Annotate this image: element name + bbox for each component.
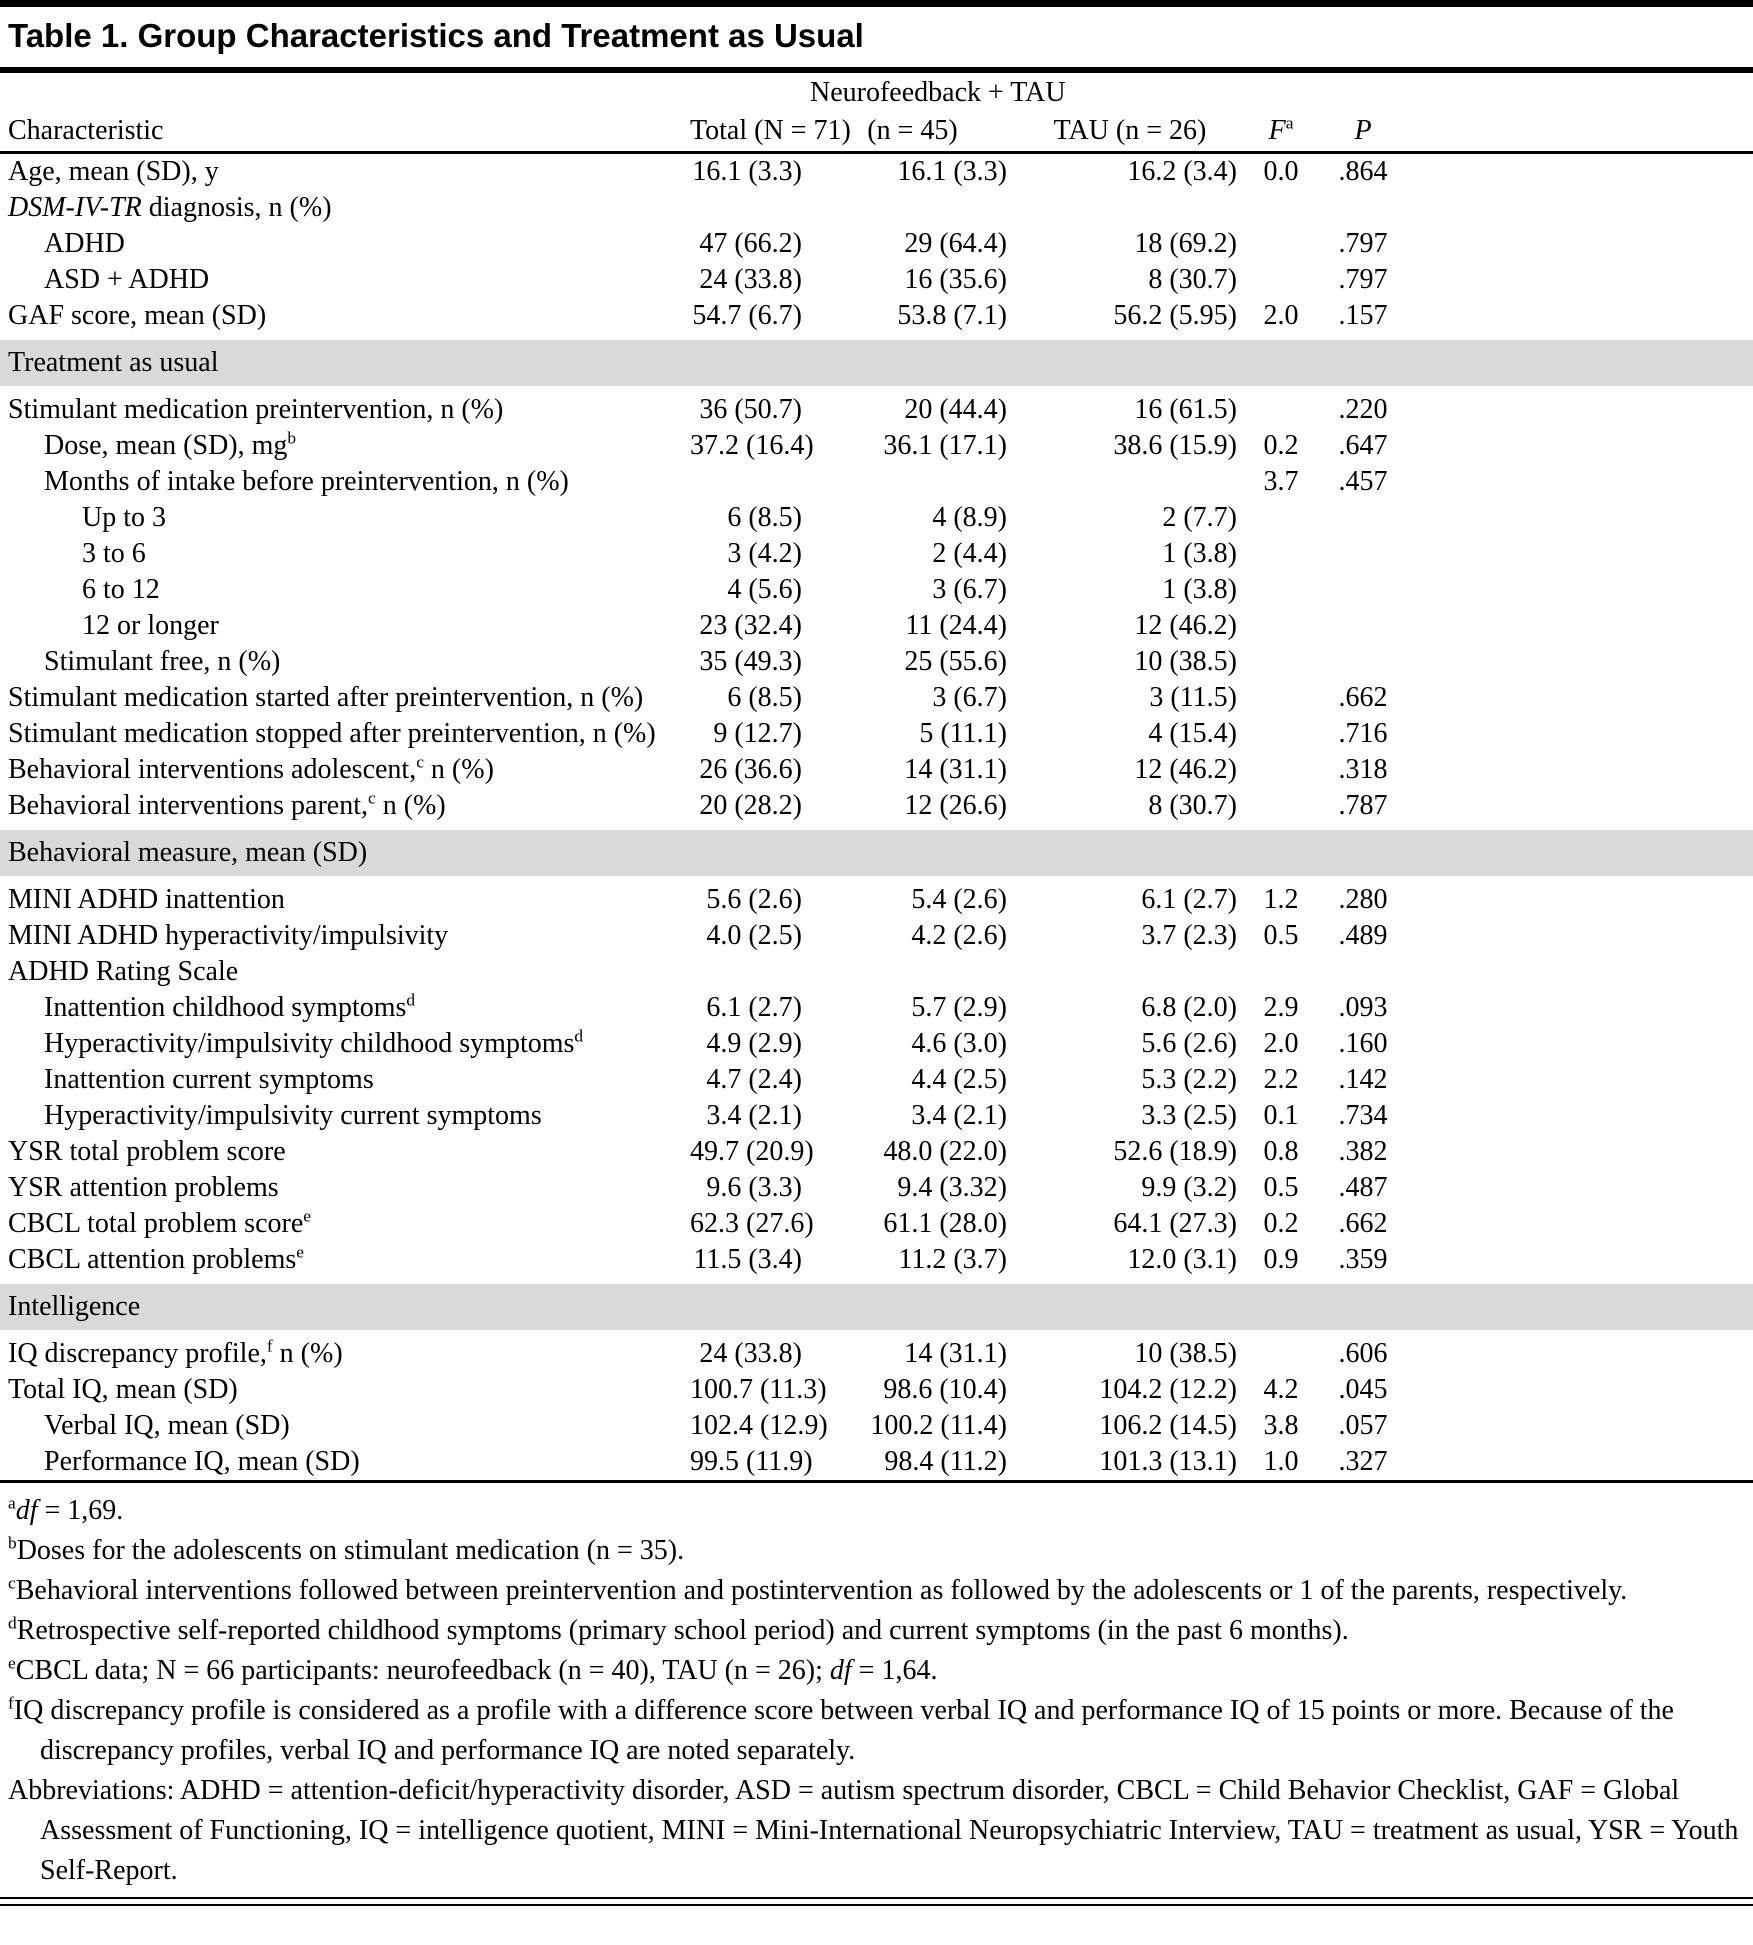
table-row [0, 1408, 1753, 1444]
cell-p: .864 [1338, 156, 1388, 187]
cell-f: 1.0 [1263, 1446, 1299, 1477]
cell-p: .280 [1338, 884, 1388, 915]
table-row [0, 1026, 1753, 1062]
cell-neurofeedback-tau: 4.2 (2.6) [911, 920, 1007, 951]
cell-neurofeedback-tau: 4.4 (2.5) [911, 1064, 1007, 1095]
cell-total: 100.7 (11.3) [690, 1374, 827, 1405]
cell-total: 6.1 (2.7) [706, 992, 802, 1023]
row-label: ASD + ADHD [44, 264, 210, 295]
cell-p: .457 [1338, 466, 1388, 497]
cell-neurofeedback-tau: 9.4 (3.32) [897, 1172, 1007, 1203]
cell-total: 6 (8.5) [727, 682, 802, 713]
table-row [0, 954, 1753, 990]
row-label: Hyperactivity/impulsivity current symptoms [44, 1100, 542, 1131]
cell-f: 0.1 [1263, 1100, 1299, 1131]
col-header-neurofeedback-n: (n = 45) [867, 115, 958, 146]
row-label: ADHD [44, 228, 125, 259]
cell-p: .734 [1338, 1100, 1388, 1131]
table-row [0, 990, 1753, 1026]
cell-total: 26 (36.6) [699, 754, 802, 785]
cell-tau: 3.3 (2.5) [1141, 1100, 1237, 1131]
cell-total: 37.2 (16.4) [690, 430, 814, 461]
table-row [0, 298, 1753, 334]
cell-f: 3.7 [1263, 466, 1299, 497]
cell-tau: 6.8 (2.0) [1141, 992, 1237, 1023]
row-label: IQ discrepancy profile,$^f$ n (%) [8, 1336, 343, 1369]
cell-f: 0.5 [1263, 920, 1299, 951]
cell-total: 4.0 (2.5) [706, 920, 802, 951]
cell-neurofeedback-tau: 61.1 (28.0) [883, 1208, 1007, 1239]
cell-neurofeedback-tau: 53.8 (7.1) [897, 300, 1007, 331]
row-label: CBCL attention problems$^e$ [8, 1242, 304, 1275]
cell-neurofeedback-tau: 20 (44.4) [904, 394, 1007, 425]
cell-tau: 10 (38.5) [1134, 1338, 1237, 1369]
footnote: Abbreviations: ADHD = attention-deficit/hyperactivity disorder, ASD = autism spectrum disorder, CBCL = Child Behavior Checklist, GAF = Global Assessment of Functioning, IQ = intelligence quotient, MINI = Mini-International Neuropsychiatric Interview, TAU = treatment as usual, YSR = Youth Self-Report. [8, 1775, 1739, 1886]
row-label: Hyperactivity/impulsivity childhood symptoms$^d$ [44, 1026, 584, 1059]
cell-tau: 5.6 (2.6) [1141, 1028, 1237, 1059]
footnote: $^b$Doses for the adolescents on stimulant medication (n = 35). [8, 1533, 685, 1566]
cell-tau: 8 (30.7) [1148, 790, 1237, 821]
cell-p: .093 [1338, 992, 1388, 1023]
cell-neurofeedback-tau: 2 (4.4) [932, 538, 1007, 569]
cell-f: 2.9 [1263, 992, 1299, 1023]
cell-tau: 12 (46.2) [1134, 754, 1237, 785]
cell-p: .797 [1338, 228, 1388, 259]
cell-tau: 12 (46.2) [1134, 610, 1237, 641]
cell-tau: 2 (7.7) [1162, 502, 1237, 533]
cell-neurofeedback-tau: 4.6 (3.0) [911, 1028, 1007, 1059]
cell-neurofeedback-tau: 98.4 (11.2) [884, 1446, 1007, 1477]
table-row [0, 680, 1753, 716]
table-row [0, 226, 1753, 262]
cell-total: 4.9 (2.9) [706, 1028, 802, 1059]
table-row [0, 608, 1753, 644]
cell-tau: 104.2 (12.2) [1099, 1374, 1237, 1405]
cell-total: 62.3 (27.6) [690, 1208, 814, 1239]
cell-neurofeedback-tau: 100.2 (11.4) [870, 1410, 1007, 1441]
cell-f: 1.2 [1263, 884, 1299, 915]
cell-p: .606 [1338, 1338, 1388, 1369]
cell-p: .662 [1338, 682, 1388, 713]
cell-neurofeedback-tau: 48.0 (22.0) [883, 1136, 1007, 1167]
table-row [0, 392, 1753, 428]
cell-total: 24 (33.8) [699, 264, 802, 295]
section-header: Intelligence [0, 1284, 1753, 1330]
table-row [0, 752, 1753, 788]
cell-total: 9.6 (3.3) [706, 1172, 802, 1203]
cell-p: .716 [1338, 718, 1388, 749]
row-label: Stimulant medication preintervention, n (%) [8, 394, 504, 425]
cell-f: 2.0 [1263, 300, 1299, 331]
cell-p: .487 [1338, 1172, 1388, 1203]
top-rule [0, 0, 1753, 7]
row-label: Dose, mean (SD), $mg^b$ [44, 428, 297, 461]
row-label: Behavioral interventions parent,$^c$ n (%) [8, 788, 446, 821]
section-header: Treatment as usual [0, 340, 1753, 386]
cell-total: 11.5 (3.4) [693, 1244, 802, 1275]
section-header: Behavioral measure, mean (SD) [0, 830, 1753, 876]
cell-neurofeedback-tau: 3 (6.7) [932, 682, 1007, 713]
row-label: 3 to 6 [82, 538, 146, 569]
table-row [0, 1206, 1753, 1242]
cell-p: .327 [1338, 1446, 1388, 1477]
cell-tau: 3.7 (2.3) [1141, 920, 1237, 951]
cell-p: .647 [1338, 430, 1388, 461]
cell-neurofeedback-tau: 3.4 (2.1) [911, 1100, 1007, 1131]
cell-neurofeedback-tau: 16 (35.6) [904, 264, 1007, 295]
table-row [0, 1336, 1753, 1372]
cell-p: .157 [1338, 300, 1388, 331]
col-header-p: P [1354, 115, 1372, 146]
cell-total: 47 (66.2) [699, 228, 802, 259]
cell-total: 49.7 (20.9) [690, 1136, 814, 1167]
footnote: $^e$CBCL data; N = 66 participants: neurofeedback (n = 40), TAU (n = 26); df = 1,64. [8, 1653, 938, 1686]
cell-tau: 3 (11.5) [1149, 682, 1237, 713]
col-header-tau: TAU (n = 26) [1053, 115, 1207, 146]
col-header-f: $F^a$ [1268, 113, 1294, 146]
cell-tau: 38.6 (15.9) [1113, 430, 1237, 461]
cell-total: 4 (5.6) [727, 574, 802, 605]
col-header-characteristic: Characteristic [8, 115, 164, 146]
cell-tau: 5.3 (2.2) [1141, 1064, 1237, 1095]
cell-total: 20 (28.2) [699, 790, 802, 821]
cell-p: .057 [1338, 1410, 1388, 1441]
cell-f: 0.2 [1263, 430, 1299, 461]
cell-total: 102.4 (12.9) [690, 1410, 828, 1441]
cell-neurofeedback-tau: 14 (31.1) [904, 1338, 1007, 1369]
row-label: ADHD Rating Scale [8, 956, 239, 987]
cell-total: 16.1 (3.3) [692, 156, 802, 187]
cell-total: 6 (8.5) [727, 502, 802, 533]
cell-tau: 16.2 (3.4) [1127, 156, 1237, 187]
table-header [0, 73, 1753, 151]
cell-total: 99.5 (11.9) [690, 1446, 813, 1477]
cell-tau: 56.2 (5.95) [1113, 300, 1237, 331]
cell-f: 4.2 [1263, 1374, 1299, 1405]
table-row [0, 536, 1753, 572]
cell-total: 35 (49.3) [699, 646, 802, 677]
row-label: Stimulant free, n (%) [44, 646, 281, 677]
cell-neurofeedback-tau: 29 (64.4) [904, 228, 1007, 259]
row-label: Inattention childhood symptoms$^d$ [44, 990, 416, 1023]
cell-tau: 1 (3.8) [1162, 574, 1237, 605]
row-label: Stimulant medication started after preintervention, n (%) [8, 682, 644, 713]
cell-neurofeedback-tau: 5.4 (2.6) [911, 884, 1007, 915]
cell-p: .382 [1338, 1136, 1388, 1167]
table-row [0, 1242, 1753, 1278]
row-label: Total IQ, mean (SD) [8, 1374, 238, 1405]
cell-p: .489 [1338, 920, 1388, 951]
cell-p: .318 [1338, 754, 1388, 785]
row-label: DSM-IV-TR diagnosis, n (%) [8, 192, 332, 223]
table-row [0, 882, 1753, 918]
cell-neurofeedback-tau: 25 (55.6) [904, 646, 1007, 677]
cell-tau: 64.1 (27.3) [1113, 1208, 1237, 1239]
cell-total: 54.7 (6.7) [692, 300, 802, 331]
col-header-total: Total (N = 71) [690, 115, 851, 146]
cell-tau: 16 (61.5) [1134, 394, 1237, 425]
table-body [0, 154, 1753, 1480]
cell-tau: 52.6 (18.9) [1113, 1136, 1237, 1167]
cell-p: .797 [1338, 264, 1388, 295]
cell-tau: 10 (38.5) [1134, 646, 1237, 677]
cell-tau: 106.2 (14.5) [1099, 1410, 1237, 1441]
cell-p: .662 [1338, 1208, 1388, 1239]
row-label: YSR total problem score [8, 1136, 286, 1167]
spanner-neurofeedback-tau: Neurofeedback + TAU [810, 77, 1066, 108]
cell-neurofeedback-tau: 12 (26.6) [904, 790, 1007, 821]
bottom-rule [0, 1897, 1753, 1906]
footnote: $^f$IQ discrepancy profile is considered as a profile with a difference score between verbal IQ and performance IQ of 15 points or more. Because of the discrepancy profiles, verbal IQ and performance IQ are noted separately. [8, 1693, 1674, 1766]
row-label: MINI ADHD hyperactivity/impulsivity [8, 920, 449, 951]
footnote: $^d$Retrospective self-reported childhood symptoms (primary school period) and current symptoms (in the past 6 months). [8, 1613, 1349, 1646]
table-row [0, 716, 1753, 752]
row-label: CBCL total problem score$^e$ [8, 1206, 311, 1239]
table-row [0, 1098, 1753, 1134]
cell-neurofeedback-tau: 98.6 (10.4) [883, 1374, 1007, 1405]
table-row [0, 1444, 1753, 1480]
row-label: Months of intake before preintervention, n (%) [44, 466, 569, 497]
row-label: 12 or longer [82, 610, 219, 641]
cell-neurofeedback-tau: 4 (8.9) [932, 502, 1007, 533]
table-row [0, 464, 1753, 500]
cell-tau: 18 (69.2) [1134, 228, 1237, 259]
row-label: Verbal IQ, mean (SD) [44, 1410, 290, 1441]
cell-total: 36 (50.7) [699, 394, 802, 425]
cell-total: 24 (33.8) [699, 1338, 802, 1369]
cell-f: 0.0 [1263, 156, 1299, 187]
table-row [0, 428, 1753, 464]
cell-total: 3.4 (2.1) [706, 1100, 802, 1131]
cell-p: .142 [1338, 1064, 1388, 1095]
table-row [0, 262, 1753, 298]
row-label: YSR attention problems [8, 1172, 279, 1203]
cell-f: 2.2 [1263, 1064, 1299, 1095]
cell-tau: 9.9 (3.2) [1141, 1172, 1237, 1203]
row-label: Inattention current symptoms [44, 1064, 374, 1095]
cell-neurofeedback-tau: 14 (31.1) [904, 754, 1007, 785]
cell-p: .359 [1338, 1244, 1388, 1275]
cell-f: 0.5 [1263, 1172, 1299, 1203]
cell-neurofeedback-tau: 5 (11.1) [919, 718, 1007, 749]
row-label: GAF score, mean (SD) [8, 300, 267, 331]
footnote: $^a$df = 1,69. [8, 1493, 124, 1526]
table-row [0, 788, 1753, 824]
table-row [0, 1372, 1753, 1408]
cell-neurofeedback-tau: 16.1 (3.3) [897, 156, 1007, 187]
cell-f: 0.8 [1263, 1136, 1299, 1167]
table-row [0, 500, 1753, 536]
cell-neurofeedback-tau: 11 (24.4) [905, 610, 1007, 641]
cell-f: 0.9 [1263, 1244, 1299, 1275]
cell-f: 0.2 [1263, 1208, 1299, 1239]
table-row [0, 918, 1753, 954]
cell-tau: 4 (15.4) [1148, 718, 1237, 749]
row-label: 6 to 12 [82, 574, 160, 605]
cell-neurofeedback-tau: 3 (6.7) [932, 574, 1007, 605]
cell-tau: 6.1 (2.7) [1141, 884, 1237, 915]
cell-tau: 1 (3.8) [1162, 538, 1237, 569]
table-row [0, 1134, 1753, 1170]
row-label: Age, mean (SD), y [8, 156, 219, 187]
table-row [0, 154, 1753, 190]
table-row [0, 1170, 1753, 1206]
cell-tau: 8 (30.7) [1148, 264, 1237, 295]
cell-f: 2.0 [1263, 1028, 1299, 1059]
cell-p: .045 [1338, 1374, 1388, 1405]
footnote: $^c$Behavioral interventions followed between preintervention and postintervention as followed by the adolescents or 1 of the parents, respectively. [8, 1573, 1628, 1606]
table-row [0, 644, 1753, 680]
row-label: Behavioral interventions adolescent,$^c$ n (%) [8, 752, 494, 785]
row-label: Performance IQ, mean (SD) [44, 1446, 360, 1477]
cell-neurofeedback-tau: 11.2 (3.7) [898, 1244, 1007, 1275]
cell-tau: 12.0 (3.1) [1127, 1244, 1237, 1275]
table-title: Table 1. Group Characteristics and Treatment as Usual [8, 17, 864, 54]
cell-total: 23 (32.4) [699, 610, 802, 641]
footnotes [0, 1483, 1753, 1893]
cell-p: .787 [1338, 790, 1388, 821]
row-label: Up to 3 [82, 502, 166, 533]
cell-tau: 101.3 (13.1) [1099, 1446, 1237, 1477]
cell-total: 9 (12.7) [713, 718, 802, 749]
table-row [0, 190, 1753, 226]
cell-p: .220 [1338, 394, 1388, 425]
cell-p: .160 [1338, 1028, 1388, 1059]
table-row [0, 1062, 1753, 1098]
cell-neurofeedback-tau: 36.1 (17.1) [883, 430, 1007, 461]
row-label: Stimulant medication stopped after preintervention, n (%) [8, 718, 656, 749]
cell-neurofeedback-tau: 5.7 (2.9) [911, 992, 1007, 1023]
cell-total: 5.6 (2.6) [706, 884, 802, 915]
cell-f: 3.8 [1263, 1410, 1299, 1441]
table-row [0, 572, 1753, 608]
row-label: MINI ADHD inattention [8, 884, 285, 915]
cell-total: 4.7 (2.4) [706, 1064, 802, 1095]
cell-total: 3 (4.2) [727, 538, 802, 569]
